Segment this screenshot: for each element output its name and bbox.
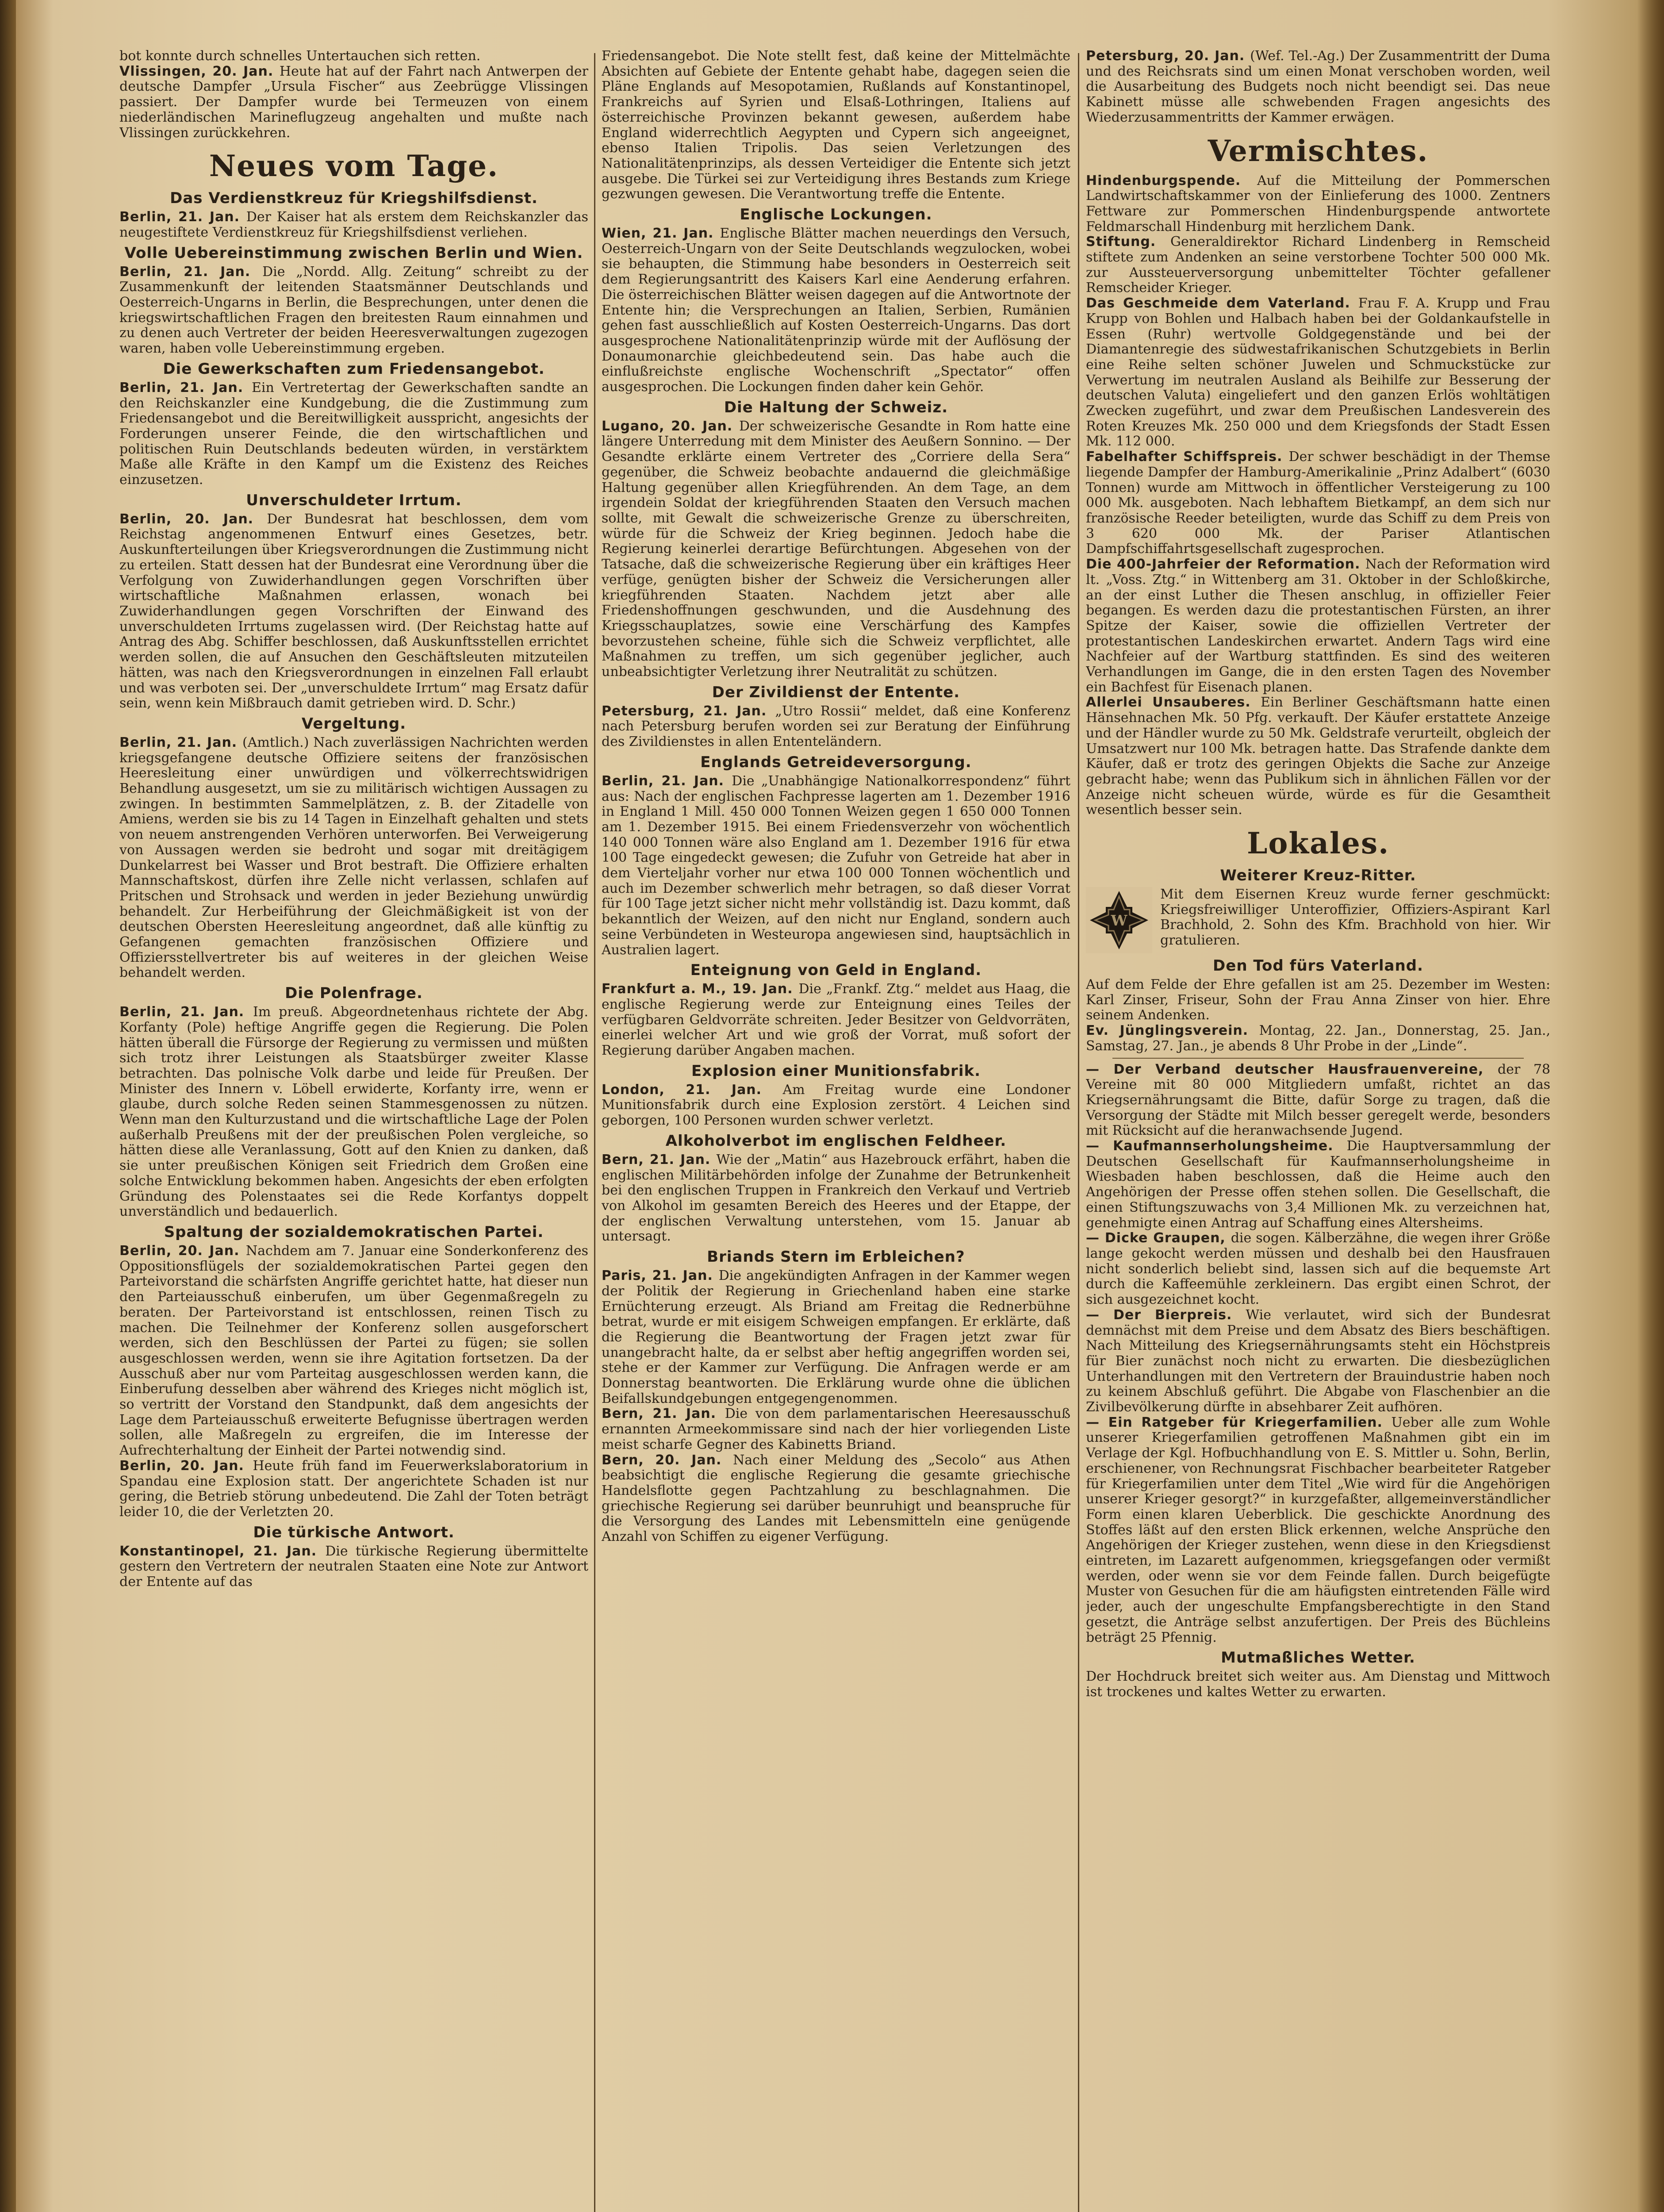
article-text: Fabelhafter Schiffspreis. Der schwer beschädigt in der Themse liegende Dampfer der Hamburg-Amerikalinie „Prinz Adalbert“ (6030 Tonnen) wurde am Mittwoch in öffentlicher Versteigerung zu 100 000 Mk. ausgeboten. Nach lebhaftem Bietkampf, an dem sich nur französische Reeder beteiligten, wurde das Schiff zu dem Preis von 3 620 000 Mk. der Pariser Atlantischen Dampfschiffahrtsgesellschaft zugesprochen. [1086,449,1550,557]
column-3 [1086,49,1550,2212]
article-text: Hindenburgspende. Auf die Mitteilung der Pommerschen Landwirtschaftskammer von der Einlieferung des 1000. Zentners Fettware zur Pommerschen Hindenburgspende antwortete Feldmarschall Hindenburg mit herzlichem Dank. [1086,173,1550,234]
headline: Das Verdienstkreuz für Kriegshilfsdienst. [170,189,538,207]
article-text: Berlin, 21. Jan. Im preuß. Abgeordnetenhaus richtete der Abg. Korfanty (Pole) heftige Angriffe gegen die Regierung. Die Polen hätten überall die Fürsorge der Regierung zu vermissen und müßten sich trotz ihrer Leistungen als Staatsbürger zweiter Klasse betrachten. Das polnische Volk darbe und leide für Preußen. Der Minister des Innern v. Löbell erwiderte, Korfanty irre, wenn er glaube, durch solche Reden seinen Stammesgenossen zu nützen. Wenn man den Kulturzustand und die wirtschaftliche Lage der Polen außerhalb Preußens mit der der preußischen Polen vergleiche, so hätten diese alle Veranlassung, Gott auf den Knien zu danken, daß sie unter preußischen Königen seit Friedrich dem Großen eine solche Entwicklung bekommen haben. Angesichts der eben erfolgten Gründung des Polenstaates sei die Rede Korfantys doppelt unverständlich und bedauerlich. [119,1004,588,1220]
headline: Enteignung von Geld in England. [690,961,982,979]
article-text: Berlin, 20. Jan. Der Bundesrat hat beschlossen, dem vom Reichstag angenommenen Entwurf eines Gesetzes, betr. Auskunfterteilungen über Kriegsverordnungen die Zustimmung nicht zu erteilen. Statt dessen hat der Bundesrat eine Verordnung über die Verfolgung von Zuwiderhandlungen gegen Vorschriften über wirtschaftliche Maßnahmen erlassen, wonach bei Zuwiderhandlungen gegen Vorschriften der Einwand des unverschuldeten Irrtums zugelassen wird. (Der Reichstag hatte auf Antrag des Abg. Schiffer beschlossen, daß Auskunftsstellen errichtet werden sollen, die auf Ansuchen den Geschäftsleuten mitzuteilen hätten, was nach den Kriegsverordnungen in einzelnen Fall erlaubt und was verboten sei. Der „unverschuldete Irrtum“ mag Ersatz dafür sein, wenn kein Mißbrauch damit getrieben wird. D. Schr.) [119,511,588,711]
article-text: Berlin, 20. Jan. Nachdem am 7. Januar eine Sonderkonferenz des Oppositionsflügels der sozialdemokratischen Partei gegen den Parteivorstand die schärfsten Angriffe gerichtet hatte, hat dieser nun den Parteiausschuß einberufen, um über Gegenmaßregeln zu beraten. Der Parteivorstand ist entschlossen, reinen Tisch zu machen. Die Teilnehmer der Konferenz sollen ausgeforschert werden, sich den Beschlüssen der Partei zu fügen; sie sollen ausgeschlossen werden, wenn sie ihre Agitation fortsetzen. Da der Ausschuß aber nur vom Parteitag ausgeschlossen werden kann, die Einberufung desselben aber während des Krieges nicht möglich ist, so vertritt der Vorstand den Standpunkt, daß dem angesichts der Lage dem Parteiausschuß erweiterte Befugnisse übertragen werden sollen, alle Maßregeln zu ergreifen, die im Interesse der Aufrechterhaltung der Einheit der Partei notwendig sind. [119,1243,588,1459]
column-rule [1078,53,1079,2212]
article-text: Ev. Jünglingsverein. Montag, 22. Jan., Donnerstag, 25. Jan., Samstag, 27. Jan., je abends 8 Uhr Probe in der „Linde“. [1086,1023,1550,1054]
article-text: Friedensangebot. Die Note stellt fest, daß keine der Mittelmächte Absichten auf Gebiete der Entente gehabt habe, dagegen seien die Pläne Englands auf Mesopotamien, Rußlands auf Konstantinopel, Frankreichs auf Syrien und Elsaß-Lothringen, Italiens auf österreichische Provinzen bekannt gewesen, außerdem habe England widerrechtlich Aegypten und Cypern sich angeeignet, ebenso Italien Tripolis. Das seien Verletzungen des Nationalitätenprinzips, als dessen Verteidiger die Entente sich jetzt ausgebe. Die Türkei sei zur Verteidigung ihres Bestands zum Kriege gezwungen gewesen. Die Verantwortung treffe die Entente. [602,49,1070,202]
headline: Englands Getreideversorgung. [700,753,972,771]
headline: Explosion einer Munitionsfabrik. [691,1062,981,1080]
iron-cross-icon [1086,887,1152,953]
article-text: Vlissingen, 20. Jan. Heute hat auf der Fahrt nach Antwerpen der deutsche Dampfer „Ursula Fischer“ aus Zeebrügge Vlissingen passiert. Der Dampfer wurde bei Termeuzen von einem niederländischen Marineflugzeug angehalten und mußte nach Vlissingen zurückkehren. [119,63,588,141]
headline: Briands Stern im Erbleichen? [707,1248,965,1266]
article-text: Wien, 21. Jan. Englische Blätter machen neuerdings den Versuch, Oesterreich-Ungarn von der Seite Deutschlands wegzulocken, wobei sie behaupten, die Stimmung habe besonders in Oesterreich seit dem Regierungsantritt des Kaisers Karl eine Aenderung erfahren. Die österreichischen Blätter weisen dagegen auf die Antwortnote der Entente hin; die Versprechungen an Italien, Serbien, Rumänien gehen fast ausschließlich auf Kosten Oesterreich-Ungarns. Das dort ausgesprochene Nationalitätenprinzip würde mit der Auflösung der Donaumonarchie gleichbedeutend sein. Das habe auch die einflußreichste englische Wochenschrift „Spectator“ offen ausgesprochen. Die Lockungen finden daher kein Gehör. [602,226,1070,395]
headline: Mutmaßliches Wetter. [1221,1649,1415,1667]
headline: Englische Lockungen. [740,206,932,224]
article-text: Berlin, 20. Jan. Heute früh fand im Feuerwerkslaboratorium in Spandau eine Explosion statt. Der angerichtete Schaden ist nur gering, die Betrieb störung unbedeutend. Die Zahl der Toten beträgt leider 10, die der Verletzten 20. [119,1458,588,1520]
page-edge-shadow [1637,0,1664,2212]
section-title: Lokales. [1246,826,1390,861]
headline: Alkoholverbot im englischen Feldheer. [665,1132,1007,1150]
svg-text:W: W [1111,912,1127,929]
column-1 [119,49,588,2212]
article-text: Berlin, 21. Jan. Die „Unabhängige Nationalkorrespondenz“ führt aus: Nach der englischen Fachpresse lagerten am 1. Dezember 1916 in England 1 Mill. 450 000 Tonnen Weizen gegen 1 650 000 Tonnen am 1. Dezember 1915. Bei einem Friedensverzehr von wöchentlich 140 000 Tonnen wäre also England am 1. Dezember 1916 für etwa 100 Tage eingedeckt gewesen; die Zufuhr von Getreide hat aber in dem Vierteljahr vorher nur etwa 100 000 Tonnen wöchentlich und auch im Dezember schwerlich mehr betragen, so daß dieser Vorrat für 100 Tage jetzt sicher nicht mehr vollständig ist. Dazu kommt, daß bekanntlich der Weizen, auf den nicht nur England, sondern auch seine Verbündeten in Westeuropa angewiesen sind, hauptsächlich in Australien lagert. [602,773,1070,958]
iron-cross-block [1086,887,1550,953]
book-spine [0,0,16,2212]
headline: Der Zivildienst der Entente. [712,683,960,701]
column-rule [594,53,595,2212]
section-title: Neues vom Tage. [209,149,499,184]
section-title: Vermischtes. [1208,133,1429,168]
article-text: Allerlei Unsauberes. Ein Berliner Geschäftsmann hatte einen Hänsehnachen Mk. 50 Pfg. verkauft. Der Käufer erstattete Anzeige und der Händler wurde zu 50 Mk. Geldstrafe verurteilt, obgleich der Umsatzwert nur 100 Mk. betragen hatte. Das Strafende dankte dem Käufer, daß er trotz des geringen Objekts die Sache zur Anzeige gebracht habe; wenn das Publikum sich in ähnlichen Fällen vor der Anzeige nicht scheuen würde, würde es für die Gesamtheit wesentlich besser sein. [1086,695,1550,818]
column-2 [602,49,1070,2212]
article-text: Berlin, 21. Jan. (Amtlich.) Nach zuverlässigen Nachrichten werden kriegsgefangene deutsche Offiziere seitens der französischen Heeresleitung einer unwürdigen und völkerrechtswidrigen Behandlung ausgesetzt, um sie zu militärisch wichtigen Aussagen zu zwingen. In bestimmten Sammelplätzen, z. B. der Zitadelle von Amiens, werden sie bis zu 14 Tagen in Einzelhaft gehalten und stets von neuem anstrengenden Verhören unterworfen. Bei Verweigerung von Aussagen werden sie bedroht und sogar mit dreitägigem Dunkelarrest bei Wasser und Brot bestraft. Die Offiziere erhalten Mannschaftskost, dürfen ihre Zelle nicht verlassen, schlafen auf Pritschen und Strohsack und werden in jeder Beziehung unwürdig behandelt. Zur Herbeiführung der Gleichmäßigkeit ist von der deutschen Obersten Heeresleitung angeordnet, daß alle künftig zu Gefangenen gemachten französischen Offiziere und Offiziersstellvertreter bis auf weiteres in der gleichen Weise behandelt werden. [119,734,588,981]
article-text: Paris, 21. Jan. Die angekündigten Anfragen in der Kammer wegen der Politik der Regierung in Griechenland haben eine starke Ernüchterung erzeugt. Als Briand am Freitag die Rednerbühne betrat, wurde er mit eisigem Schweigen empfangen. Er erklärte, daß die Regierung die Beantwortung der Fragen jetzt zwar für unangebracht halte, da er selbst aber heftig angegriffen worden sei, stehe er der Kammer zur Verfügung. Die Anfragen werde er am Donnerstag beantworten. Die Erklärung wurde ohne die üblichen Beifallskundgebungen entgegengenommen. [602,1268,1070,1406]
article-text: Stiftung. Generaldirektor Richard Lindenberg in Remscheid stiftete zum Andenken an seine verstorbene Tochter 500 000 Mk. zur Aussteuerversorgung unbemittelter Töchter gefallener Remscheider Krieger. [1086,234,1550,296]
article-text: Bern, 20. Jan. Nach einer Meldung des „Secolo“ aus Athen beabsichtigt die englische Regierung die gesamte griechische Handelsflotte gegen Pachtzahlung zu beschlagnahmen. Die griechische Regierung sei darüber beunruhigt und beanspruche für die Versorgung des Landes mit Lebensmitteln eine genügende Anzahl von Schiffen zu eigener Verfügung. [602,1452,1070,1545]
headline: Unverschuldeter Irrtum. [246,491,462,509]
article-text: Petersburg, 20. Jan. (Wef. Tel.-Ag.) Der Zusammentritt der Duma und des Reichsrats sind um einen Monat verschoben worden, weil die Ausarbeitung des Budgets noch nicht beendigt sei. Das neue Kabinett müsse alle schwebenden Fragen angesichts des Wiederzusammentritts der Kammer erwägen. [1086,49,1550,125]
headline: Die Gewerkschaften zum Friedensangebot. [163,360,545,378]
article-text: Bern, 21. Jan. Wie der „Matin“ aus Hazebrouck erfährt, haben die englischen Militärbehörden infolge der Zunahme der Betrunkenheit bei den englischen Truppen in Frankreich den Verkauf und Vertrieb von Alkohol im gesamten Bereich des Heeres und der Etappe, der der englischen Verwaltung unterstehen, vom 15. Januar ab untersagt. [602,1152,1070,1244]
article-text: Das Geschmeide dem Vaterland. Frau F. A. Krupp und Frau Krupp von Bohlen und Halbach haben bei der Goldankaufstelle in Essen (Ruhr) wertvolle Goldgegenstände und bei der Diamantenregie des südwestafrikanischen Schutzgebiets in Berlin eine Reihe selten schöner Juwelen und Schmuckstücke zur Verwertung im neutralen Ausland als Beihilfe zur Besserung der deutschen Valuta) eingeliefert und den ganzen Erlös wohltätigen Zwecken zugeführt, und zwar dem Preußischen Landesverein des Roten Kreuzes Mk. 250 000 und dem Kriegsfonds der Stadt Essen Mk. 112 000. [1086,296,1550,449]
headline: Die Polenfrage. [285,984,423,1002]
headline: Weiterer Kreuz-Ritter. [1220,867,1416,885]
article-text: Berlin, 21. Jan. Die „Nordd. Allg. Zeitung“ schreibt zu der Zusammenkunft der leitenden Staatsmänner Deutschlands und Oesterreich-Ungarns in Berlin, die Besprechungen, unter denen die kriegswirtschaftlichen Fragen den breitesten Raum einnahmen und zu denen auch Vertreter der beiden Heeresverwaltungen zugezogen waren, haben volle Uebereinstimmung ergeben. [119,264,588,357]
headline: Die türkische Antwort. [253,1523,455,1541]
article-text: London, 21. Jan. Am Freitag wurde eine Londoner Munitionsfabrik durch eine Explosion zerstört. 4 Leichen sind geborgen, 100 Personen wurden schwer verletzt. [602,1082,1070,1129]
article-text: Der Hochdruck breitet sich weiter aus. Am Dienstag und Mittwoch ist trockenes und kaltes Wetter zu erwarten. [1086,1669,1550,1700]
dateline: Vlissingen, 20. Jan. [119,63,280,79]
article-text: Die 400-Jahrfeier der Reformation. Nach der Reformation wird lt. „Voss. Ztg.“ in Wittenberg am 31. Oktober in der Schloßkirche, an der einst Luther die Thesen anschlug, in offizieller Feier begangen. Es werden dazu die protestantischen Fürsten, an ihrer Spitze der Kaiser, sowie die offiziellen Vertreter der protestantischen Landeskirchen erwartet. Andern Tags wird eine Nachfeier auf der Wartburg stattfinden. Es sind des weiteren Verhandlungen im Gange, die in den ersten Tagen des November ein Bachfest für Eisenach planen. [1086,557,1550,695]
article-text: Berlin, 21. Jan. Ein Vertretertag der Gewerkschaften sandte an den Reichskanzler eine Kundgebung, die die Zustimmung zum Friedensangebot und die Bereitwilligkeit ausspricht, angesichts der Forderungen unserer Feinde, die den wirtschaftlichen und politischen Ruin Deutschlands bedeuten würden, in verstärktem Maße alle Kräfte in den Kampf um die Existenz des Reiches einzusetzen. [119,380,588,488]
headline: Spaltung der sozialdemokratischen Partei. [164,1223,544,1241]
article-text: Bern, 21. Jan. Die von dem parlamentarischen Heeresausschuß ernannten Armeekommissare sind nach der hier vorliegenden Liste meist scharfe Gegner des Kabinetts Briand. [602,1406,1070,1452]
headline: Den Tod fürs Vaterland. [1213,957,1423,975]
article-text: — Der Bierpreis. Wie verlautet, wird sich der Bundesrat demnächst mit dem Preise und dem Absatz des Biers beschäftigen. Nach Mitteilung des Kriegsernährungsamts steht ein Höchstpreis für Bier zunächst noch nicht zu erwarten. Die diesbezüglichen Unterhandlungen mit den Vertretern der Brauindustrie haben noch zu keinem Abschluß geführt. Die Abgabe von Flaschenbier an die Zivilbevölkerung dürfte in absehbarer Zeit aufhören. [1086,1307,1550,1415]
article-text: bot konnte durch schnelles Untertauchen sich retten. [119,49,481,64]
article-text: — Ein Ratgeber für Kriegerfamilien. Ueber alle zum Wohle unserer Kriegerfamilien getroffenen Maßnahmen gibt ein im Verlage der Kgl. Hofbuchhandlung von E. S. Mittler u. Sohn, Berlin, erschienener, von Rechnungsrat Fischbacher bearbeiteter Ratgeber für Kriegerfamilien unter dem Titel „Wie wird für die Angehörigen unserer Krieger gesorgt?“ in kurzgefaßter, allgemeinverständlicher Form einen klaren Ueberblick. Die geschickte Anordnung des Stoffes läßt auf den ersten Blick erkennen, welche Ansprüche den Angehörigen der Krieger zustehen, wenn diese in den Kriegsdienst eintreten, im Lazarett aufgenommen, kriegsgefangen oder vermißt werden, oder wenn sie vor dem Feinde fallen. Durch beigefügte Muster von Gesuchen für die am häufigsten eintretenden Fälle wird jeder, auch der ungeschulte Empfangsberechtigte in den Stand gesetzt, die Anträge selbst anzufertigen. Der Preis des Büchleins beträgt 25 Pfennig. [1086,1414,1550,1645]
article-text: — Kaufmannserholungsheime. Die Hauptversammlung der Deutschen Gesellschaft für Kaufmannserholungsheime in Wiesbaden haben beschlossen, daß die Heime auch den Angehörigen der Presse offen stehen sollen. Die Gesellschaft, die einen Stiftungszuwachs von 3,4 Millionen Mk. zu verzeichnen hat, genehmigte einen Antrag auf Schaffung eines Altersheims. [1086,1138,1550,1231]
article-text: — Dicke Graupen, die sogen. Kälberzähne, die wegen ihrer Größe lange gekocht werden müssen und deshalb bei den Hausfrauen nicht sonderlich beliebt sind, lassen sich auf die bequemste Art durch die Kaffeemühle zerkleinern. Das ergibt einen Schrot, der sich ausgezeichnet kocht. [1086,1230,1550,1308]
article-text: Mit dem Eisernen Kreuz wurde ferner geschmückt: Kriegsfreiwilliger Unteroffizier, Offiziers-Aspirant Karl Brachhold, 2. Sohn des Kfm. Brachhold von hier. Wir gratulieren. [1160,887,1550,949]
article-text: Auf dem Felde der Ehre gefallen ist am 25. Dezember im Westen: Karl Zinser, Friseur, Sohn der Frau Anna Zinser von hier. Ehre seinem Andenken. [1086,977,1550,1023]
article-text: Konstantinopel, 21. Jan. Die türkische Regierung übermittelte gestern den Vertretern der neutralen Staaten eine Note zur Antwort der Entente auf das [119,1543,588,1590]
article-text: Berlin, 21. Jan. Der Kaiser hat als erstem dem Reichskanzler das neugestiftete Verdienstkreuz für Kriegshilfsdienst verliehen. [119,209,588,240]
headline: Volle Uebereinstimmung zwischen Berlin und Wien. [124,244,583,262]
divider [1112,1058,1524,1059]
article-text: Frankfurt a. M., 19. Jan. Die „Frankf. Ztg.“ meldet aus Haag, die englische Regierung werde zur Enteignung eines Teiles der verfügbaren Geldvorräte schreiten. Jeder Besitzer von Geldvorräten, einerlei welcher Art und wie groß der Vorrat, muß sofort der Regierung darüber Angaben machen. [602,981,1070,1059]
headline: Vergeltung. [301,714,406,733]
article-text: Petersburg, 21. Jan. „Utro Rossii“ meldet, daß eine Konferenz nach Petersburg berufen worden sei zur Beratung der Einführung des Zivildienstes in allen Ententeländern. [602,703,1070,750]
headline: Die Haltung der Schweiz. [724,398,948,416]
article-text: Lugano, 20. Jan. Der schweizerische Gesandte in Rom hatte eine längere Unterredung mit dem Minister des Aeußern Sonnino. — Der Gesandte erklärte einem Vertreter des „Corriere della Sera“ gegenüber, die Schweiz beobachte andauernd die gleichmäßige Haltung gegenüber allen Kriegführenden. An dem Tage, an dem irgendein Soldat der kriegführenden Staaten den Versuch machen sollte, mit Gewalt die schweizerische Grenze zu überschreiten, würde für die Schweiz der Krieg beginnen. Jedoch habe die Regierung keinerlei derartige Befürchtungen. Abgesehen von der Tatsache, daß die schweizerische Regierung über ein kräftiges Heer verfüge, genügten bisher der Schweiz die Versicherungen aller kriegführenden Staaten. Nachdem jetzt aber alle Friedenshoffnungen geschwunden, und die Ausdehnung des Kriegsschauplatzes, sowie eine Verschärfung des Kampfes bevorzustehen scheine, fühle sich die Schweiz verpflichtet, alle Maßnahmen zu treffen, um sich gegenüber jeglicher, auch unbeabsichtigter Verletzung ihrer Neutralität zu schützen. [602,418,1070,680]
article-text: — Der Verband deutscher Hausfrauenvereine, der 78 Vereine mit 80 000 Mitgliedern umfaßt, richtet an das Kriegsernährungsamt die Bitte, dafür Sorge zu tragen, daß die Versorgung der Städte mit Milch besser geregelt werde, besonders mit Rücksicht auf die heranwachsende Jugend. [1086,1061,1550,1139]
